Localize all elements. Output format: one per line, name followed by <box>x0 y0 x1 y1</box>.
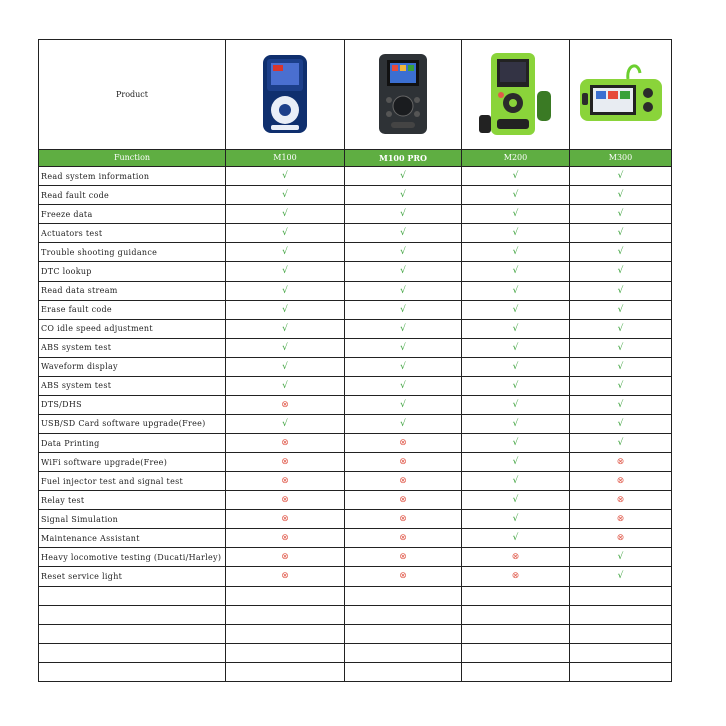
empty-cell <box>226 586 345 605</box>
empty-cell <box>39 605 226 624</box>
table-row <box>39 376 672 395</box>
check-icon: √ <box>617 171 624 182</box>
table-row <box>39 567 672 586</box>
cross-circle-icon: ⊗ <box>281 495 289 506</box>
check-icon: √ <box>282 266 288 277</box>
model-m300: M300 <box>570 149 672 166</box>
cross-circle-icon: ⊗ <box>511 552 520 563</box>
check-icon: √ <box>617 209 624 220</box>
support-cell <box>226 186 345 205</box>
table-row <box>39 414 672 433</box>
support-cell <box>570 510 672 529</box>
function-name: Erase fault code <box>39 300 226 319</box>
check-icon: √ <box>617 228 624 239</box>
empty-cell <box>570 586 672 605</box>
support-cell <box>570 262 672 281</box>
support-cell <box>345 376 462 395</box>
function-name: Read fault code <box>39 186 226 205</box>
cross-circle-icon: ⊗ <box>399 533 407 544</box>
cross-circle-icon: ⊗ <box>616 533 625 544</box>
check-icon: √ <box>512 438 519 449</box>
check-icon: √ <box>282 247 288 258</box>
table-row <box>39 243 672 262</box>
cross-circle-icon: ⊗ <box>399 495 407 506</box>
support-cell <box>226 300 345 319</box>
support-cell <box>462 224 570 243</box>
check-icon: √ <box>512 361 519 372</box>
support-cell <box>345 510 462 529</box>
function-name: ABS system test <box>39 376 226 395</box>
check-icon: √ <box>282 209 288 220</box>
empty-cell <box>345 605 462 624</box>
support-cell <box>345 319 462 338</box>
check-icon: √ <box>617 247 624 258</box>
empty-cell <box>39 586 226 605</box>
support-cell <box>570 376 672 395</box>
check-icon: √ <box>617 399 624 410</box>
table-row <box>39 281 672 300</box>
support-cell <box>345 205 462 224</box>
table-row <box>39 167 672 186</box>
check-icon: √ <box>400 285 406 296</box>
function-name: Trouble shooting guidance <box>39 243 226 262</box>
function-name: CO idle speed adjustment <box>39 319 226 338</box>
check-icon: √ <box>512 514 519 525</box>
support-cell <box>345 472 462 491</box>
table-row <box>39 262 672 281</box>
function-name: DTC lookup <box>39 262 226 281</box>
check-icon: √ <box>282 323 288 334</box>
model-m100-pro: M100 PRO <box>345 149 462 166</box>
support-cell <box>570 205 672 224</box>
support-cell <box>462 243 570 262</box>
support-cell <box>570 224 672 243</box>
table-row <box>39 510 672 529</box>
function-name: WiFi software upgrade(Free) <box>39 453 226 472</box>
check-icon: √ <box>282 171 288 182</box>
check-icon: √ <box>400 190 406 201</box>
table-row <box>39 205 672 224</box>
cross-circle-icon: ⊗ <box>281 476 289 487</box>
model-m100: M100 <box>226 149 345 166</box>
support-cell <box>345 167 462 186</box>
support-cell <box>462 167 570 186</box>
support-cell <box>345 224 462 243</box>
check-icon: √ <box>512 171 519 182</box>
check-icon: √ <box>617 266 624 277</box>
empty-cell <box>345 624 462 643</box>
table-row <box>39 224 672 243</box>
empty-cell <box>462 624 570 643</box>
empty-cell <box>39 624 226 643</box>
check-icon: √ <box>400 418 406 429</box>
support-cell <box>570 186 672 205</box>
support-cell <box>226 567 345 586</box>
support-cell <box>570 319 672 338</box>
check-icon: √ <box>282 418 288 429</box>
support-cell <box>462 567 570 586</box>
check-icon: √ <box>512 342 519 353</box>
product-image-row <box>39 40 672 150</box>
cross-circle-icon: ⊗ <box>281 399 289 410</box>
support-cell <box>570 567 672 586</box>
support-cell <box>462 491 570 510</box>
cross-circle-icon: ⊗ <box>281 533 289 544</box>
check-icon: √ <box>282 380 288 391</box>
support-cell <box>462 414 570 433</box>
support-cell <box>570 414 672 433</box>
support-cell <box>226 395 345 414</box>
empty-cell <box>570 605 672 624</box>
support-cell <box>570 357 672 376</box>
support-cell <box>226 338 345 357</box>
support-cell <box>226 281 345 300</box>
support-cell <box>462 281 570 300</box>
check-icon: √ <box>282 304 288 315</box>
empty-cell <box>226 624 345 643</box>
support-cell <box>226 491 345 510</box>
cross-circle-icon: ⊗ <box>281 438 289 449</box>
check-icon: √ <box>512 304 519 315</box>
support-cell <box>570 491 672 510</box>
function-name: Actuators test <box>39 224 226 243</box>
check-icon: √ <box>617 285 624 296</box>
check-icon: √ <box>617 571 624 582</box>
m300-device-image <box>570 40 672 150</box>
support-cell <box>226 376 345 395</box>
support-cell <box>462 262 570 281</box>
function-name: Reset service light <box>39 567 226 586</box>
function-name: Heavy locomotive testing (Ducati/Harley) <box>39 548 226 567</box>
table-row <box>39 395 672 414</box>
support-cell <box>462 472 570 491</box>
support-cell <box>462 300 570 319</box>
empty-cell <box>39 662 226 681</box>
check-icon: √ <box>512 228 519 239</box>
empty-cell <box>226 605 345 624</box>
cross-circle-icon: ⊗ <box>281 571 289 582</box>
function-name: Signal Simulation <box>39 510 226 529</box>
empty-cell <box>570 643 672 662</box>
support-cell <box>570 529 672 548</box>
support-cell <box>226 434 345 453</box>
support-cell <box>345 186 462 205</box>
check-icon: √ <box>282 285 288 296</box>
empty-cell <box>345 643 462 662</box>
table-row <box>39 472 672 491</box>
support-cell <box>226 205 345 224</box>
support-cell <box>345 395 462 414</box>
cross-circle-icon: ⊗ <box>399 552 407 563</box>
support-cell <box>345 262 462 281</box>
check-icon: √ <box>512 323 519 334</box>
cross-circle-icon: ⊗ <box>281 552 289 563</box>
support-cell <box>226 453 345 472</box>
table-row <box>39 434 672 453</box>
check-icon: √ <box>400 399 406 410</box>
empty-cell <box>345 662 462 681</box>
support-cell <box>345 357 462 376</box>
support-cell <box>462 205 570 224</box>
check-icon: √ <box>512 533 519 544</box>
support-cell <box>226 510 345 529</box>
support-cell <box>570 243 672 262</box>
comparison-table <box>38 39 672 682</box>
cross-circle-icon: ⊗ <box>281 457 289 468</box>
check-icon: √ <box>512 190 519 201</box>
support-cell <box>345 338 462 357</box>
check-icon: √ <box>400 266 406 277</box>
check-icon: √ <box>617 323 624 334</box>
check-icon: √ <box>617 342 624 353</box>
empty-cell <box>345 586 462 605</box>
check-icon: √ <box>282 342 288 353</box>
function-name: Read data stream <box>39 281 226 300</box>
check-icon: √ <box>282 190 288 201</box>
check-icon: √ <box>512 457 519 468</box>
support-cell <box>570 167 672 186</box>
check-icon: √ <box>617 552 624 563</box>
check-icon: √ <box>400 323 406 334</box>
empty-row <box>39 662 672 681</box>
check-icon: √ <box>400 228 406 239</box>
table-row <box>39 338 672 357</box>
function-name: Read system information <box>39 167 226 186</box>
check-icon: √ <box>512 285 519 296</box>
empty-row <box>39 624 672 643</box>
cross-circle-icon: ⊗ <box>399 514 407 525</box>
support-cell <box>226 167 345 186</box>
empty-cell <box>570 662 672 681</box>
function-name: Waveform display <box>39 357 226 376</box>
empty-cell <box>226 643 345 662</box>
support-cell <box>570 395 672 414</box>
check-icon: √ <box>400 209 406 220</box>
support-cell <box>345 453 462 472</box>
check-icon: √ <box>400 247 406 258</box>
support-cell <box>226 262 345 281</box>
support-cell <box>226 414 345 433</box>
function-name: ABS system test <box>39 338 226 357</box>
support-cell <box>345 414 462 433</box>
table-row <box>39 300 672 319</box>
support-cell <box>462 434 570 453</box>
check-icon: √ <box>400 171 406 182</box>
support-cell <box>570 281 672 300</box>
empty-cell <box>39 643 226 662</box>
check-icon: √ <box>512 209 519 220</box>
support-cell <box>226 319 345 338</box>
support-cell <box>570 434 672 453</box>
cross-circle-icon: ⊗ <box>511 571 520 582</box>
support-cell <box>462 338 570 357</box>
support-cell <box>462 357 570 376</box>
cross-circle-icon: ⊗ <box>616 514 625 525</box>
support-cell <box>345 300 462 319</box>
support-cell <box>570 548 672 567</box>
cross-circle-icon: ⊗ <box>399 438 407 449</box>
check-icon: √ <box>400 342 406 353</box>
support-cell <box>226 224 345 243</box>
check-icon: √ <box>512 476 519 487</box>
empty-cell <box>462 605 570 624</box>
support-cell <box>226 529 345 548</box>
empty-row <box>39 586 672 605</box>
support-cell <box>226 243 345 262</box>
empty-cell <box>570 624 672 643</box>
empty-cell <box>462 586 570 605</box>
function-label: Function <box>39 149 226 166</box>
m100-device-image <box>226 40 345 150</box>
table-row <box>39 453 672 472</box>
support-cell <box>345 281 462 300</box>
support-cell <box>345 434 462 453</box>
function-name: DTS/DHS <box>39 395 226 414</box>
table-row <box>39 319 672 338</box>
check-icon: √ <box>282 361 288 372</box>
check-icon: √ <box>512 399 519 410</box>
support-cell <box>462 510 570 529</box>
function-header-row <box>39 149 672 166</box>
empty-cell <box>462 643 570 662</box>
cross-circle-icon: ⊗ <box>616 476 625 487</box>
cross-circle-icon: ⊗ <box>399 457 407 468</box>
support-cell <box>345 529 462 548</box>
cross-circle-icon: ⊗ <box>616 495 625 506</box>
cross-circle-icon: ⊗ <box>399 476 407 487</box>
support-cell <box>462 319 570 338</box>
function-name: Maintenance Assistant <box>39 529 226 548</box>
support-cell <box>226 357 345 376</box>
check-icon: √ <box>512 247 519 258</box>
product-label: Product <box>39 40 226 150</box>
support-cell <box>462 395 570 414</box>
empty-row <box>39 643 672 662</box>
check-icon: √ <box>512 418 519 429</box>
check-icon: √ <box>512 266 519 277</box>
check-icon: √ <box>617 361 624 372</box>
function-name: Relay test <box>39 491 226 510</box>
check-icon: √ <box>617 304 624 315</box>
support-cell <box>226 472 345 491</box>
check-icon: √ <box>617 380 624 391</box>
function-name: Freeze data <box>39 205 226 224</box>
table-row <box>39 548 672 567</box>
support-cell <box>462 453 570 472</box>
table-row <box>39 186 672 205</box>
support-cell <box>570 472 672 491</box>
check-icon: √ <box>512 495 519 506</box>
support-cell <box>345 491 462 510</box>
model-m200: M200 <box>462 149 570 166</box>
table-row <box>39 491 672 510</box>
support-cell <box>462 548 570 567</box>
cross-circle-icon: ⊗ <box>399 571 407 582</box>
support-cell <box>345 243 462 262</box>
cross-circle-icon: ⊗ <box>281 514 289 525</box>
function-name: USB/SD Card software upgrade(Free) <box>39 414 226 433</box>
support-cell <box>570 338 672 357</box>
check-icon: √ <box>512 380 519 391</box>
support-cell <box>345 567 462 586</box>
function-name: Data Printing <box>39 434 226 453</box>
m100-pro-device-image <box>345 40 462 150</box>
check-icon: √ <box>617 190 624 201</box>
empty-row <box>39 605 672 624</box>
check-icon: √ <box>282 228 288 239</box>
function-name: Fuel injector test and signal test <box>39 472 226 491</box>
table-row <box>39 529 672 548</box>
cross-circle-icon: ⊗ <box>616 457 625 468</box>
support-cell <box>462 529 570 548</box>
support-cell <box>226 548 345 567</box>
support-cell <box>462 376 570 395</box>
support-cell <box>345 548 462 567</box>
check-icon: √ <box>617 438 624 449</box>
check-icon: √ <box>400 361 406 372</box>
support-cell <box>462 186 570 205</box>
check-icon: √ <box>400 380 406 391</box>
empty-cell <box>226 662 345 681</box>
check-icon: √ <box>400 304 406 315</box>
check-icon: √ <box>617 418 624 429</box>
support-cell <box>570 453 672 472</box>
m200-device-image <box>462 40 570 150</box>
empty-cell <box>462 662 570 681</box>
support-cell <box>570 300 672 319</box>
table-row <box>39 357 672 376</box>
